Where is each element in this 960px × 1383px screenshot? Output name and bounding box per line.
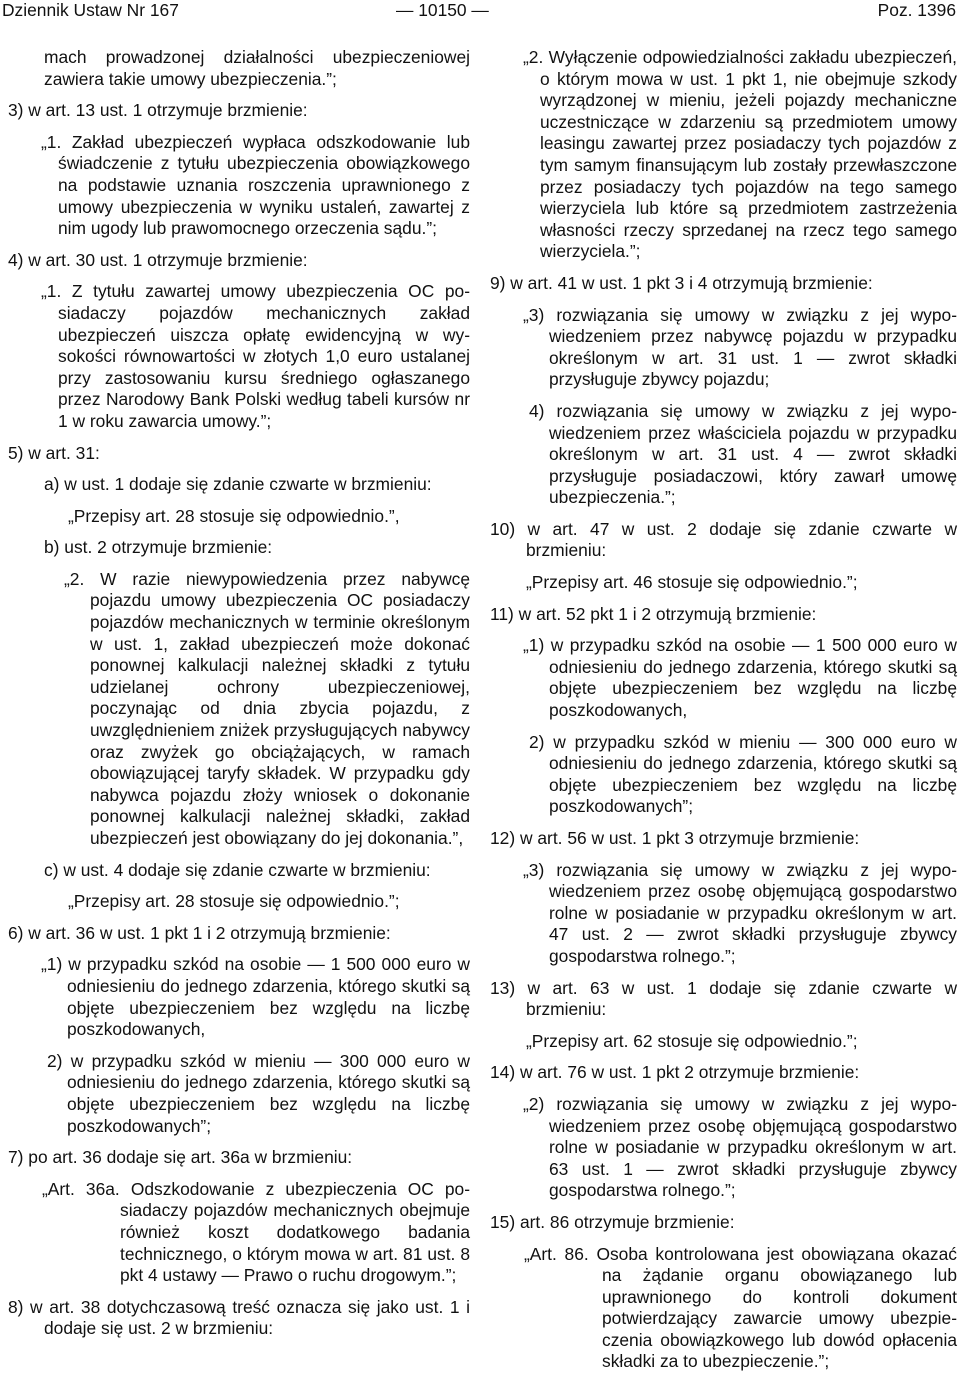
quoted-provision: 2) w przypadku szkód w mieniu — 300 000 euro w odniesieniu do jednego zdarzenia, którego skutki są objęte ubezpieczeniem bez względu na liczbę poszkodowanych”; <box>47 1050 470 1136</box>
quoted-provision: „2. W razie niewypowiedzenia przez nabywcę pojazdu umowy ubezpieczenia OC posiadaczy pojazdów mechanicznych w terminie określonym w ust. 1, zakład ubezpieczeń może dokonać ponownej kalkulacji należnej składki z tytułu udzielanej ochrony ubezpieczeniowej, poczynając od dnia zbycia pojazdu, z uwzględnieniem zniżek przysługujących nabywcy oraz zwyżek go obciążających, w ramach obowiązującej taryfy składek. W przypadku gdy nabywca pojazdu złoży wniosek o dokonanie ponownej kalkulacji należnej składki, zakład ubezpieczeń jest obowiązany do jej dokonania.”, <box>64 568 470 848</box>
quoted-provision: „2. Wyłączenie odpowiedzialności zakładu ubezpieczeń, o którym mowa w ust. 1 pkt 1, nie obejmuje szkody wyrządzonej w mieniu, jeżeli pojazdy mechaniczne uczestniczące w zdarzeniu są przedmiotem umowy leasingu zawartej przez posiadaczy tych pojazdów z tym samym finansującym lub zostały przewłaszczone przez posiadaczy tych pojazdów na tego samego wierzyciela lub które są przedmiotem zastrzeżenia własności rzeczy sprzedanej na rzecz tego samego wierzyciela.”; <box>523 47 957 262</box>
amendment-point: 3) w art. 13 ust. 1 otrzymuje brzmienie: <box>8 100 308 121</box>
page-header <box>0 0 960 24</box>
quoted-provision: „2) rozwiązania się umowy w związku z jej wypowiedzeniem przez osobę objęmującą gospodarstwo rolne w posiadanie w przypadku określonym w art. 63 ust. 1 — zwrot składki przysługuje zbywcy gospodarstwa rolnego.”; <box>523 1093 957 1201</box>
quoted-provision: „3) rozwiązania się umowy w związku z jej wypowiedzeniem przez osobę objęmującą gospodarstwo rolne w posiadanie w przypadku określonym w art. 47 ust. 2 — zwrot składki przysługuje zbywcy gospodarstwa rolnego.”; <box>523 859 957 966</box>
amendment-point: 12) w art. 56 w ust. 1 pkt 3 otrzymuje brzmienie: <box>490 828 860 848</box>
right-column <box>490 47 957 1383</box>
amendment-point: 8) w art. 38 dotychczasową treść oznacza się jako ust. 1 i dodaje się ust. 2 w brzmieniu: <box>8 1296 470 1339</box>
sub-point: b) ust. 2 otrzymuje brzmienie: <box>44 537 273 558</box>
amendment-point: 10) w art. 47 w ust. 2 dodaje się zdanie czwarte w brzmieniu: <box>490 518 957 561</box>
sub-point: a) w ust. 1 dodaje się zdanie czwarte w brzmieniu: <box>44 474 432 495</box>
quoted-provision: „1) w przypadku szkód na osobie — 1 500 000 euro w odniesieniu do jednego zdarzenia, którego skutki są objęte ubezpieczeniem bez względu na liczbę poszkodowanych, <box>41 954 470 1040</box>
amendment-point: 7) po art. 36 dodaje się art. 36a w brzmieniu: <box>8 1147 353 1168</box>
journal-title: Dziennik Ustaw Nr 167 <box>2 0 179 20</box>
amendment-point: 6) w art. 36 w ust. 1 pkt 1 i 2 otrzymują brzmienie: <box>8 922 391 943</box>
page-number: — 10150 — <box>396 0 489 20</box>
amendment-point: 5) w art. 31: <box>8 442 100 463</box>
amendment-point: 9) w art. 41 w ust. 1 pkt 3 i 4 otrzymują brzmienie: <box>490 272 873 293</box>
quoted-sentence: „Przepisy art. 28 stosuje się odpowiednio.”; <box>68 891 400 912</box>
quoted-provision: „3) rozwiązania się umowy w związku z jej wypowiedzeniem przez nabywcę pojazdu w przypadku określonym w art. 31 ust. 1 — zwrot składki przysługuje zbywcy pojazdu; <box>523 304 957 390</box>
quoted-article: „Art. 36a. Odszkodowanie z ubezpieczenia OC posiadaczy pojazdów mechanicznych obejmuje również koszt dodatkowego badania technicznego, o którym mowa w art. 81 ust. 8 pkt 4 ustawy — Prawo o ruchu drogowym.”; <box>42 1178 470 1286</box>
amendment-point: 14) w art. 76 w ust. 1 pkt 2 otrzymuje brzmienie: <box>490 1062 860 1083</box>
quoted-provision: „1) w przypadku szkód na osobie — 1 500 000 euro w odniesieniu do jednego zdarzenia, którego skutki są objęte ubezpieczeniem bez względu na liczbę poszkodowanych, <box>523 635 957 721</box>
quoted-sentence: „Przepisy art. 62 stosuje się odpowiednio.”; <box>526 1030 858 1051</box>
quoted-sentence: „Przepisy art. 46 stosuje się odpowiednio.”; <box>526 572 858 593</box>
quoted-sentence: „Przepisy art. 28 stosuje się odpowiednio.”, <box>68 505 400 526</box>
quoted-provision: 4) rozwiązania się umowy w związku z jej wypowiedzeniem przez właściciela pojazdu w przypadku określonym w art. 31 ust. 4 — zwrot składki przysługuje posiadaczowi, który zawarł umowę ubezpieczenia.”; <box>529 400 957 508</box>
sub-point: c) w ust. 4 dodaje się zdanie czwarte w brzmieniu: <box>44 859 431 880</box>
amendment-point: 13) w art. 63 w ust. 1 dodaje się zdanie czwarte w brzmieniu: <box>490 977 957 1020</box>
left-column <box>8 47 470 1350</box>
quoted-article: „Art. 86. Osoba kontrolowana jest obowiązana okazać na żądanie organu obowiązanego lub uprawnionego do kontroli dokument potwierdzający zawarcie umowy ubezpieczenia obowiązkowego lub dowód opłacenia składki za to ubezpieczenie.”; <box>524 1243 957 1372</box>
quoted-provision: 2) w przypadku szkód w mieniu — 300 000 euro w odniesieniu do jednego zdarzenia, którego skutki są objęte ubezpieczeniem bez względu na liczbę poszkodowanych”; <box>529 731 957 817</box>
amendment-point: 11) w art. 52 pkt 1 i 2 otrzymują brzmienie: <box>490 603 817 624</box>
quoted-provision: „1. Zakład ubezpieczeń wypłaca odszkodowanie lub świadczenie z tytułu ubezpieczenia obowiązkowego na podstawie uznania roszczenia uprawnionego z umowy ubezpieczenia w wyniku ustaleń, zawartej z nim ugody lub prawomocnego orzeczenia sądu.”; <box>41 131 470 239</box>
paragraph: mach prowadzonej działalności ubezpieczeniowej zawiera takie umowy ubezpieczenia.”; <box>44 47 470 89</box>
amendment-point: 4) w art. 30 ust. 1 otrzymuje brzmienie: <box>8 249 308 270</box>
quoted-provision: „1. Z tytułu zawartej umowy ubezpieczenia OC posiadaczy pojazdów mechanicznych zakład ubezpieczeń uiszcza opłatę ewidencyjną w wysokości równowartości w złotych 1,0 euro ustalanej przy zastosowaniu kursu średniego ogłaszanego przez Narodowy Bank Polski według tabeli kursów nr 1 w roku zawarcia umowy.”; <box>41 281 470 431</box>
position-number: Poz. 1396 <box>877 0 956 20</box>
amendment-point: 15) art. 86 otrzymuje brzmienie: <box>490 1211 735 1232</box>
